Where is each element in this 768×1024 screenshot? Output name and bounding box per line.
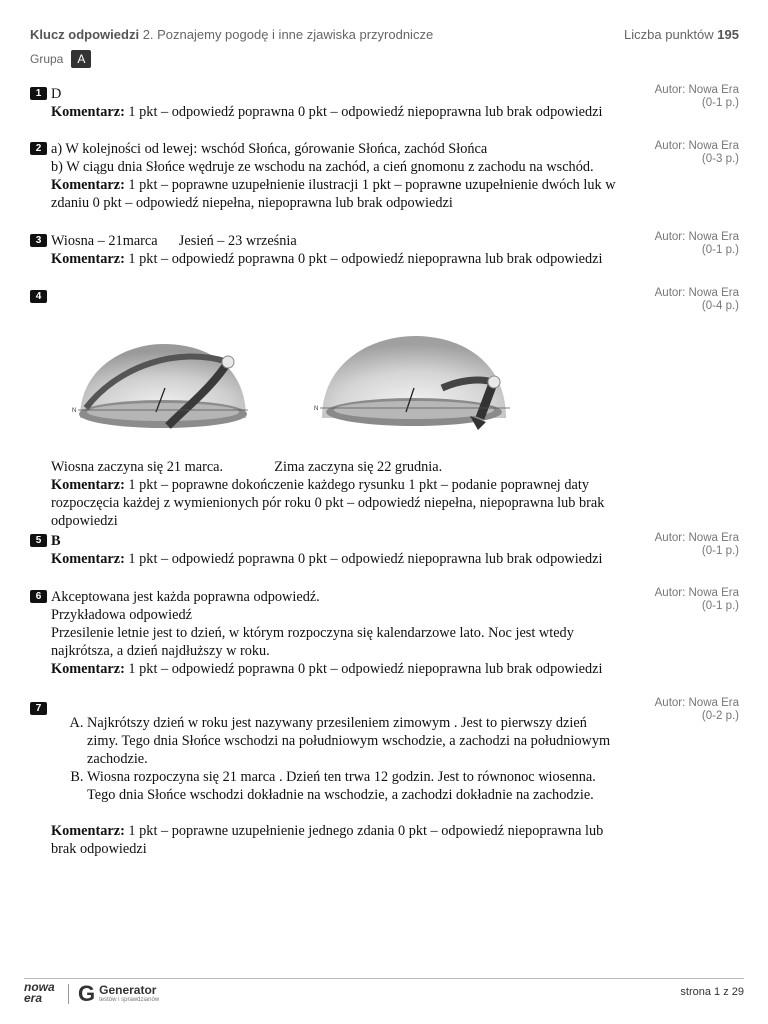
comment-label: Komentarz: xyxy=(51,823,125,839)
author: Autor: Nowa Era xyxy=(654,140,739,152)
comment-text: 1 pkt – odpowiedź poprawna 0 pkt – odpowiedź niepoprawna lub brak odpowiedzi xyxy=(128,104,603,120)
document-title xyxy=(30,27,433,42)
dome-illustration-spring xyxy=(68,326,258,434)
ground-highlight xyxy=(87,403,239,421)
author-info-6 xyxy=(655,587,739,613)
footer-divider xyxy=(24,978,744,979)
question-number: 7 xyxy=(30,702,47,715)
comment-label: Komentarz: xyxy=(51,177,125,193)
question-number: 1 xyxy=(30,87,47,100)
points-total xyxy=(624,27,739,42)
author-info-4 xyxy=(655,287,739,313)
answer-line-2: Przykładowa odpowiedź xyxy=(51,607,192,623)
comment xyxy=(51,822,620,858)
author: Autor: Nowa Era xyxy=(654,231,739,243)
sun-icon xyxy=(222,356,234,368)
comment-text: 1 pkt – odpowiedź poprawna 0 pkt – odpowiedź niepoprawna lub brak odpowiedzi xyxy=(128,661,603,677)
comment-text: 1 pkt – poprawne dokończenie każdego rysunku 1 pkt – podanie poprawnej daty rozpoczęcia każdej z wymienionych pór roku 0 pkt – odpowiedź niepełna, niepoprawna lub brak odpowiedzi xyxy=(51,477,605,529)
answer-line-3: Przesilenie letnie jest to dzień, w którym rozpoczyna się kalendarzowe lato. Noc jest wtedy najkrótsza, a dzień najdłuższy w roku. xyxy=(51,625,574,659)
comment-label: Komentarz: xyxy=(51,551,125,567)
spring-date: Wiosna – 21marca xyxy=(51,233,158,249)
comment-text: 1 pkt – odpowiedź poprawna 0 pkt – odpowiedź niepoprawna lub brak odpowiedzi xyxy=(128,251,603,267)
logo-line-2: era xyxy=(24,991,43,1005)
page-number: strona 1 z 29 xyxy=(680,986,744,998)
question-4-answer xyxy=(30,458,620,530)
title-bold: Klucz odpowiedzi xyxy=(30,27,140,42)
comment xyxy=(51,476,620,530)
generator-logo xyxy=(78,981,159,1007)
ground-highlight xyxy=(334,401,494,419)
comment-label: Komentarz: xyxy=(51,104,125,120)
author: Autor: Nowa Era xyxy=(654,84,739,96)
author-info-2 xyxy=(655,140,739,166)
sun-icon xyxy=(488,376,500,388)
author-info-1 xyxy=(655,84,739,110)
question-number: 2 xyxy=(30,142,47,155)
logo-line-1: nowa xyxy=(24,980,55,994)
points: (0-4 p.) xyxy=(701,300,739,312)
north-label: N xyxy=(314,406,319,412)
north-label: N xyxy=(72,408,77,414)
points: (0-1 p.) xyxy=(701,545,739,557)
author-info-7 xyxy=(655,697,739,723)
author: Autor: Nowa Era xyxy=(654,587,739,599)
question-3 xyxy=(30,232,620,268)
generator-subtitle: testów i sprawdzianów xyxy=(99,997,160,1003)
question-number: 3 xyxy=(30,234,47,247)
answer: B xyxy=(51,533,61,549)
points: (0-3 p.) xyxy=(701,153,739,165)
comment xyxy=(51,660,620,678)
caption-winter: Zima zaczyna się 22 grudnia. xyxy=(274,459,443,475)
points-label: Liczba punktów xyxy=(624,27,714,42)
comment xyxy=(51,103,620,121)
group-indicator xyxy=(30,50,91,68)
points: (0-1 p.) xyxy=(701,97,739,109)
logo-separator xyxy=(68,984,69,1004)
comment xyxy=(51,176,620,212)
caption-spring: Wiosna zaczyna się 21 marca. xyxy=(51,459,224,475)
list-item-b: B. Wiosna rozpoczyna się 21 marca . Dzień ten trwa 12 godzin. Jest to równonoc wiosenna. Tego dnia Słońce wschodzi dokładnie na wschodzie, a zachodzi dokładnie na zachodzie. xyxy=(87,768,620,804)
title-rest: 2. Poznajemy pogodę i inne zjawiska przyrodnicze xyxy=(142,27,434,42)
comment-label: Komentarz: xyxy=(51,661,125,677)
question-number: 5 xyxy=(30,534,47,547)
generator-title: Generator xyxy=(99,983,157,997)
author: Autor: Nowa Era xyxy=(654,697,739,709)
question-2 xyxy=(30,140,620,212)
points: (0-1 p.) xyxy=(701,600,739,612)
group-label: Grupa xyxy=(30,52,64,66)
group-badge: A xyxy=(71,50,91,68)
comment-label: Komentarz: xyxy=(51,477,125,493)
question-number: 6 xyxy=(30,590,47,603)
comment xyxy=(51,550,620,568)
author: Autor: Nowa Era xyxy=(654,287,739,299)
answer-list xyxy=(51,714,620,804)
points-value: 195 xyxy=(717,27,739,42)
author: Autor: Nowa Era xyxy=(654,532,739,544)
dome-illustration-winter xyxy=(310,322,520,434)
comment-text: 1 pkt – poprawne uzupełnienie ilustracji 1 pkt – poprawne uzupełnienie dwóch luk w zdaniu 0 pkt – odpowiedź niepełna, niepoprawna lub brak odpowiedzi xyxy=(51,177,616,211)
answer-a: a) W kolejności od lewej: wschód Słońca, górowanie Słońca, zachód Słońca xyxy=(51,141,488,157)
author-info-3 xyxy=(655,231,739,257)
question-7 xyxy=(30,700,620,858)
points: (0-1 p.) xyxy=(701,244,739,256)
answer-b: b) W ciągu dnia Słońce wędruje ze wschodu na zachód, a cień gnomonu z zachodu na wschód. xyxy=(51,159,594,175)
author-info-5 xyxy=(655,532,739,558)
question-5 xyxy=(30,532,620,568)
autumn-date: Jesień – 23 września xyxy=(178,233,297,249)
generator-icon: G xyxy=(78,981,96,1006)
answer: D xyxy=(51,86,62,102)
points: (0-2 p.) xyxy=(701,710,739,722)
comment-text: 1 pkt – poprawne uzupełnienie jednego zdania 0 pkt – odpowiedź niepoprawna lub brak odpowiedzi xyxy=(51,823,604,857)
list-item-a: A. Najkrótszy dzień w roku jest nazywany przesileniem zimowym . Jest to pierwszy dzień zimy. Tego dnia Słońce wschodzi na południowym wschodzie, a zachodzi na południowym zachodzie. xyxy=(87,714,620,768)
question-number: 4 xyxy=(30,290,47,303)
comment-label: Komentarz: xyxy=(51,251,125,267)
comment-text: 1 pkt – odpowiedź poprawna 0 pkt – odpowiedź niepoprawna lub brak odpowiedzi xyxy=(128,551,603,567)
answer-line-1: Akceptowana jest każda poprawna odpowiedź. xyxy=(51,589,320,605)
comment xyxy=(51,250,620,268)
nowa-era-logo xyxy=(24,982,55,1004)
question-6 xyxy=(30,588,620,678)
question-1 xyxy=(30,85,620,121)
